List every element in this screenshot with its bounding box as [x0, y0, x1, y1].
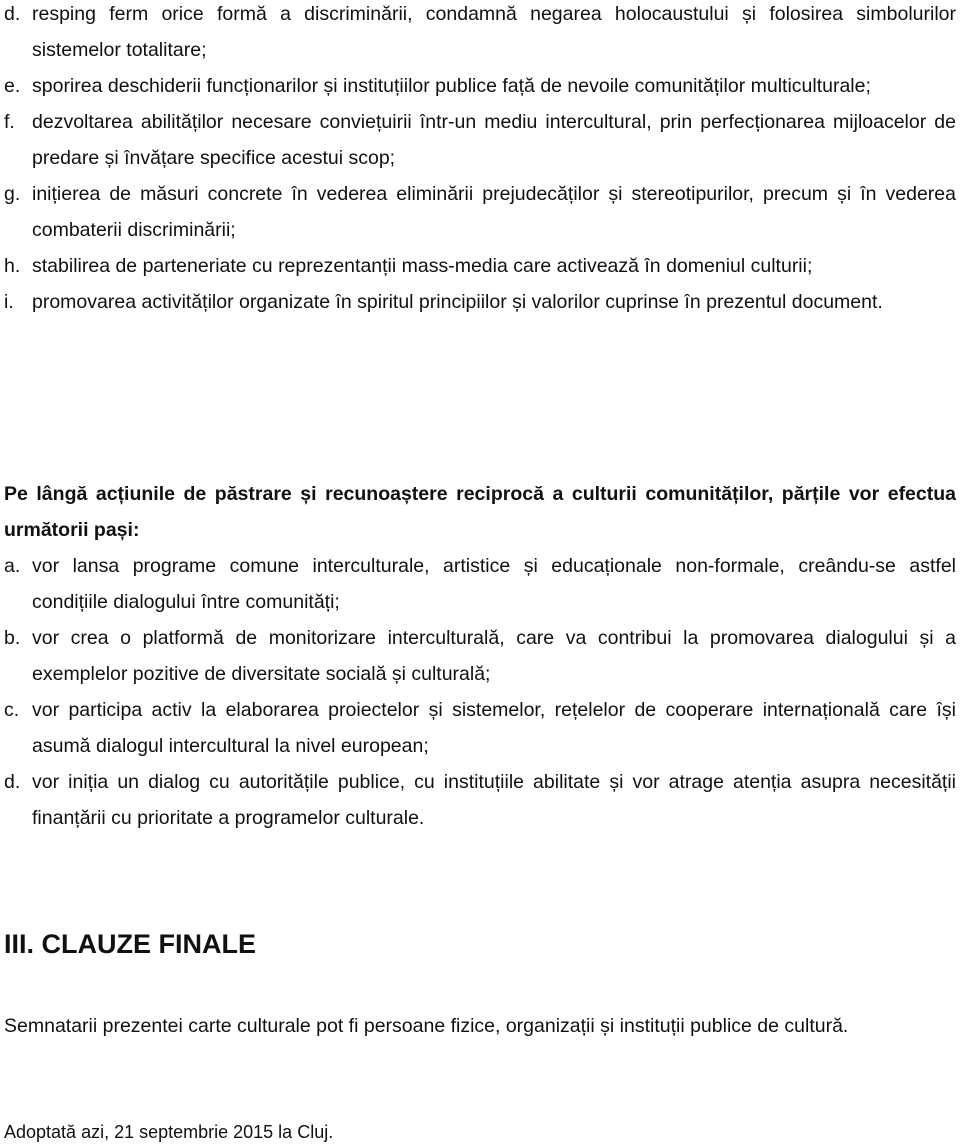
steps-intro: Pe lângă acțiunile de păstrare și recunoaștere reciprocă a culturii comunităților, părțile vor efectua următorii pași: [4, 483, 956, 541]
closing-paragraph: Semnatarii prezentei carte culturale pot fi persoane fizice, organizații și instituții publice de cultură. [4, 1015, 849, 1037]
list-item-text: vor lansa programe comune interculturale, artistice și educaționale non-formale, creându-se astfel condițiile dialogului între comunități; [32, 555, 956, 613]
list-item [4, 764, 956, 836]
list-item [4, 692, 956, 764]
list-item [4, 548, 956, 620]
list-item [4, 104, 956, 176]
list-item [4, 176, 956, 248]
adoption-line: Adoptată azi, 21 septembrie 2015 la Cluj. [4, 1122, 334, 1142]
list-item [4, 284, 956, 320]
list-marker: c. [4, 699, 20, 721]
list-item-text: sporirea deschiderii funcționarilor și instituțiilor publice față de nevoile comunităților multiculturale; [32, 75, 871, 97]
list-item-text: vor crea o platformă de monitorizare interculturală, care va contribui la promovarea dialogului și a exemplelor pozitive de diversitate socială și culturală; [32, 627, 956, 685]
objectives-list [4, 0, 956, 320]
list-item-text: vor iniția un dialog cu autoritățile publice, cu instituțiile abilitate și vor atrage atenția asupra necesității finanțării cu prioritate a programelor culturale. [32, 771, 956, 829]
list-marker: b. [4, 627, 21, 649]
list-marker: f. [4, 111, 15, 133]
steps-list [4, 548, 956, 836]
list-marker: a. [4, 555, 21, 577]
list-item [4, 620, 956, 692]
list-item [4, 248, 956, 284]
list-marker: d. [4, 3, 21, 25]
list-item-text: promovarea activităților organizate în spiritul principiilor și valorilor cuprinse în prezentul document. [32, 291, 883, 313]
list-marker: e. [4, 75, 21, 97]
list-marker: g. [4, 183, 21, 205]
list-item-text: inițierea de măsuri concrete în vederea eliminării prejudecăților și stereotipurilor, precum și în vederea combaterii discriminării; [32, 183, 956, 241]
list-marker: d. [4, 771, 21, 793]
section-heading: III. CLAUZE FINALE [4, 929, 256, 959]
list-item-text: stabilirea de parteneriate cu reprezentanții mass-media care activează în domeniul culturii; [32, 255, 813, 277]
list-item-text: resping ferm orice formă a discriminării, condamnă negarea holocaustului și folosirea simbolurilor sistemelor totalitare; [32, 3, 956, 61]
list-item-text: dezvoltarea abilităților necesare conviețuirii într-un mediu intercultural, prin perfecționarea mijloacelor de predare și învățare specifice acestui scop; [32, 111, 956, 169]
list-marker: h. [4, 255, 21, 277]
list-item [4, 0, 956, 68]
list-item [4, 68, 956, 104]
list-marker: i. [4, 291, 14, 313]
list-item-text: vor participa activ la elaborarea proiectelor și sistemelor, rețelelor de cooperare internațională care își asumă dialogul intercultural la nivel european; [32, 699, 956, 757]
